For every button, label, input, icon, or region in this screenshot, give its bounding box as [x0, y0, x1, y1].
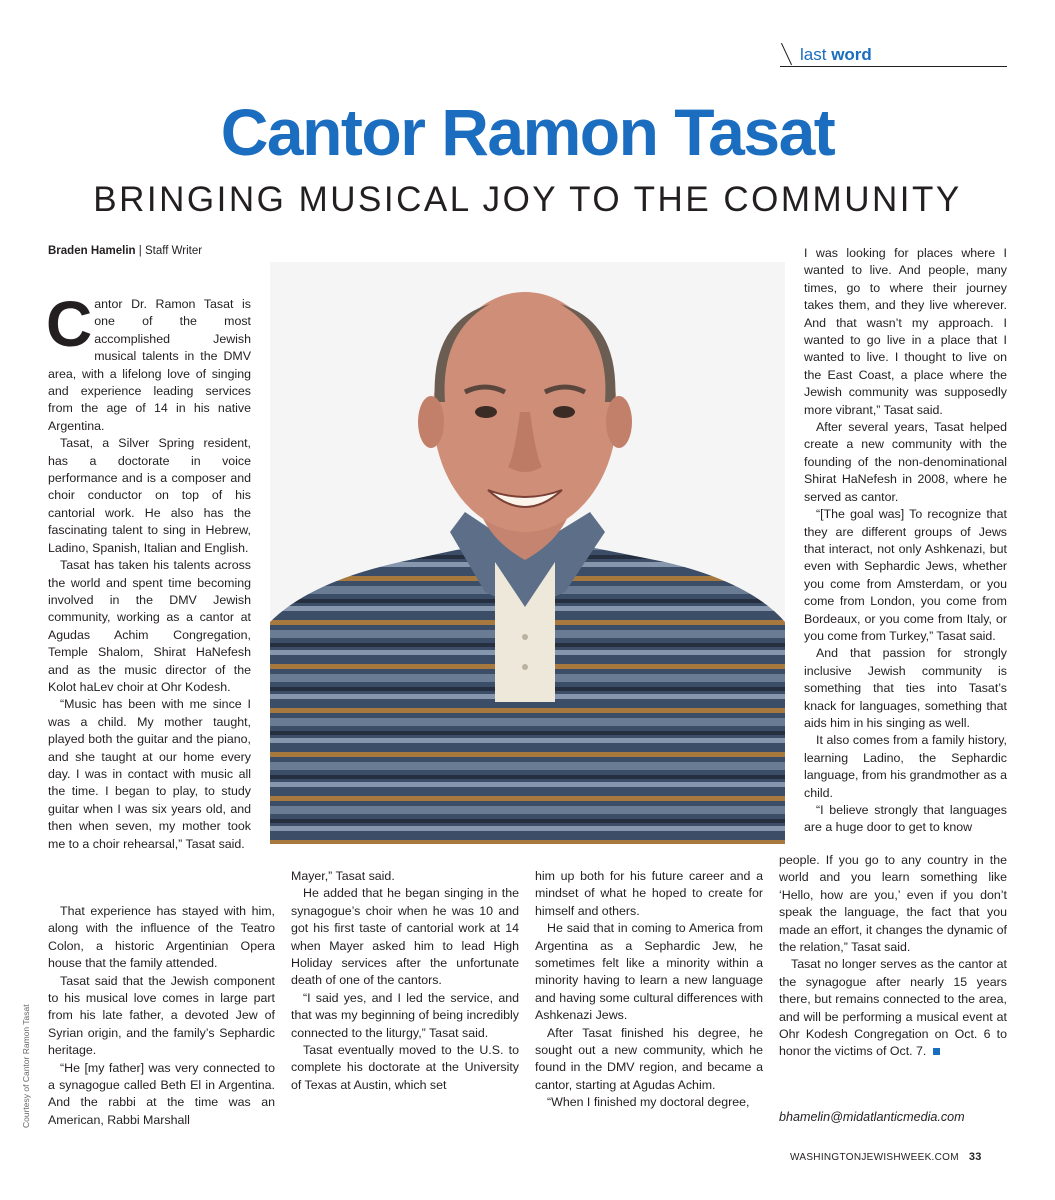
- paragraph: “Music has been with me since I was a child. My mother taught, played both the guitar and the piano, and she taught at our home every day. I was in contact with music all the time. I began to play, to study guitar when I was six years old, and then when seven, my mother took me to a choir rehearsal,” Tasat said.: [48, 697, 251, 851]
- paragraph: Tasat has taken his talents across the world and spent time becoming involved in the DMV Jewish community, working as a cantor at Agudas Achim Congregation, Temple Shalom, Shirat HaNefesh and as the music director of the Kolot haLev choir at Ohr Kodesh.: [48, 558, 251, 694]
- section-tag: [780, 44, 1007, 67]
- paragraph: “He [my father] was very connected to a synagogue called Beth El in Argentina. And the rabbi at the time was an American, Rabbi Marshall: [48, 1060, 275, 1127]
- paragraph: Cantor Dr. Ramon Tasat is one of the most accomplished Jewish musical talents in the DMV area, with a lifelong love of singing and experience leading services from the age of 14 in his native Argentina.: [46, 288, 251, 433]
- paragraph: “[The goal was] To recognize that they are different groups of Jews that interact, not only Ashkenazi, but even with Sephardic Jews, whether you come from Amsterdam, or you come from London, you come from Bordeaux, or you come from Italy, or you come from Turkey,” Tasat said.: [804, 507, 1007, 643]
- subheadline: BRINGING MUSICAL JOY TO THE COMMUNITY: [93, 180, 962, 219]
- paragraph: That experience has stayed with him, along with the influence of the Teatro Colon, a historic Argentinian Opera house that the family attended.: [48, 904, 275, 971]
- byline-author: Braden Hamelin: [48, 245, 136, 257]
- paragraph: Tasat eventually moved to the U.S. to complete his doctorate at the University of Texas at Austin, which set: [291, 1043, 519, 1092]
- headline: Cantor Ramon Tasat: [220, 95, 835, 169]
- paragraph: “I said yes, and I led the service, and that was my beginning of being incredibly connected to the liturgy,” Tasat said.: [291, 990, 519, 1040]
- paragraph: Mayer,” Tasat said.: [291, 869, 395, 883]
- article-column-2: [291, 868, 519, 1094]
- paragraph: “I believe strongly that languages are a huge door to get to know: [804, 803, 1007, 835]
- paragraph: After several years, Tasat helped create a new community with the founding of the non-denominational Shirat HaNefesh in 2008, where he served as cantor.: [804, 420, 1007, 504]
- author-email[interactable]: bhamelin@midatlanticmedia.com: [779, 1110, 965, 1124]
- portrait-photo: [270, 262, 785, 844]
- byline-role: | Staff Writer: [138, 245, 203, 257]
- paragraph: Tasat, a Silver Spring resident, has a doctorate in voice performance and is a composer and choir conductor on top of his cantorial work. He also has the fascinating talent to sing in Hebrew, Ladino, Spanish, Italian and English.: [48, 436, 251, 555]
- drop-cap: C: [46, 288, 93, 360]
- article-column-4-lower: [779, 852, 1007, 1061]
- section-slash: [781, 43, 792, 65]
- paragraph: I was looking for places where I wanted to live. And people, many times, go to where their journey takes them, and they live wherever. And that wasn’t my approach. I wanted to go live in a place that I wanted to live. I thought to live on the East Coast, a place where the Jewish community was supposedly more vibrant,” Tasat said.: [804, 246, 1007, 417]
- paragraph: He added that he began singing in the synagogue’s choir when he was 10 and got his first taste of cantorial work at 14 when Mayer asked him to lead High Holiday services after the unfortunate death of one of the cantors.: [291, 886, 519, 988]
- paragraph: After Tasat finished his degree, he sought out a new community, which he found in the DMV region, and became a cantor, starting at Agudas Achim.: [535, 1025, 763, 1092]
- section-label: last word: [800, 45, 872, 64]
- paragraph: him up both for his future career and a mindset of what he hoped to create for himself and others.: [535, 869, 763, 918]
- paragraph: It also comes from a family history, learning Ladino, the Sephardic language, from his grandmother as a child.: [804, 733, 1007, 800]
- article-column-3: [535, 868, 763, 1112]
- paragraph: And that passion for strongly inclusive Jewish community is something that ties into Tasat’s knack for languages, something that aids him in his singing as well.: [804, 646, 1007, 730]
- paragraph: Tasat said that the Jewish component to his musical love comes in large part from his late father, a devoted Jew of Syrian origin, and the family’s Sephardic heritage.: [48, 973, 275, 1058]
- paragraph: Tasat no longer serves as the cantor at the synagogue after nearly 15 years there, but remains connected to the area, and will be performing a musical event at Ohr Kodesh Congregation on Oct. 6 to honor the victims of Oct. 7.: [779, 957, 1007, 1059]
- photo-credit: Courtesy of Cantor Ramon Tasat: [21, 1004, 31, 1128]
- end-mark-icon: [933, 1048, 940, 1055]
- page-number: 33: [968, 1151, 982, 1163]
- page-footer: [790, 1151, 982, 1163]
- article-column-4: [804, 245, 1007, 837]
- byline: [48, 245, 202, 257]
- footer-site[interactable]: WASHINGTONJEWISHWEEK.COM: [790, 1152, 959, 1163]
- article-column-1-lower: [48, 903, 275, 1129]
- article-column-1: [46, 288, 251, 853]
- portrait-illustration: [270, 262, 785, 844]
- paragraph: He said that in coming to America from Argentina as a Sephardic Jew, he sometimes felt like a minority within a minority having to learn a new language and having some cultural differences with Ashkenazi Jews.: [535, 921, 763, 1023]
- paragraph: “When I finished my doctoral degree,: [547, 1095, 750, 1110]
- paragraph: people. If you go to any country in the world and you learn something like ‘Hello, how are you,’ even if you don’t speak the language, the fact that you made an effort, it changes the dynamic of the relation,” Tasat said.: [779, 853, 1007, 955]
